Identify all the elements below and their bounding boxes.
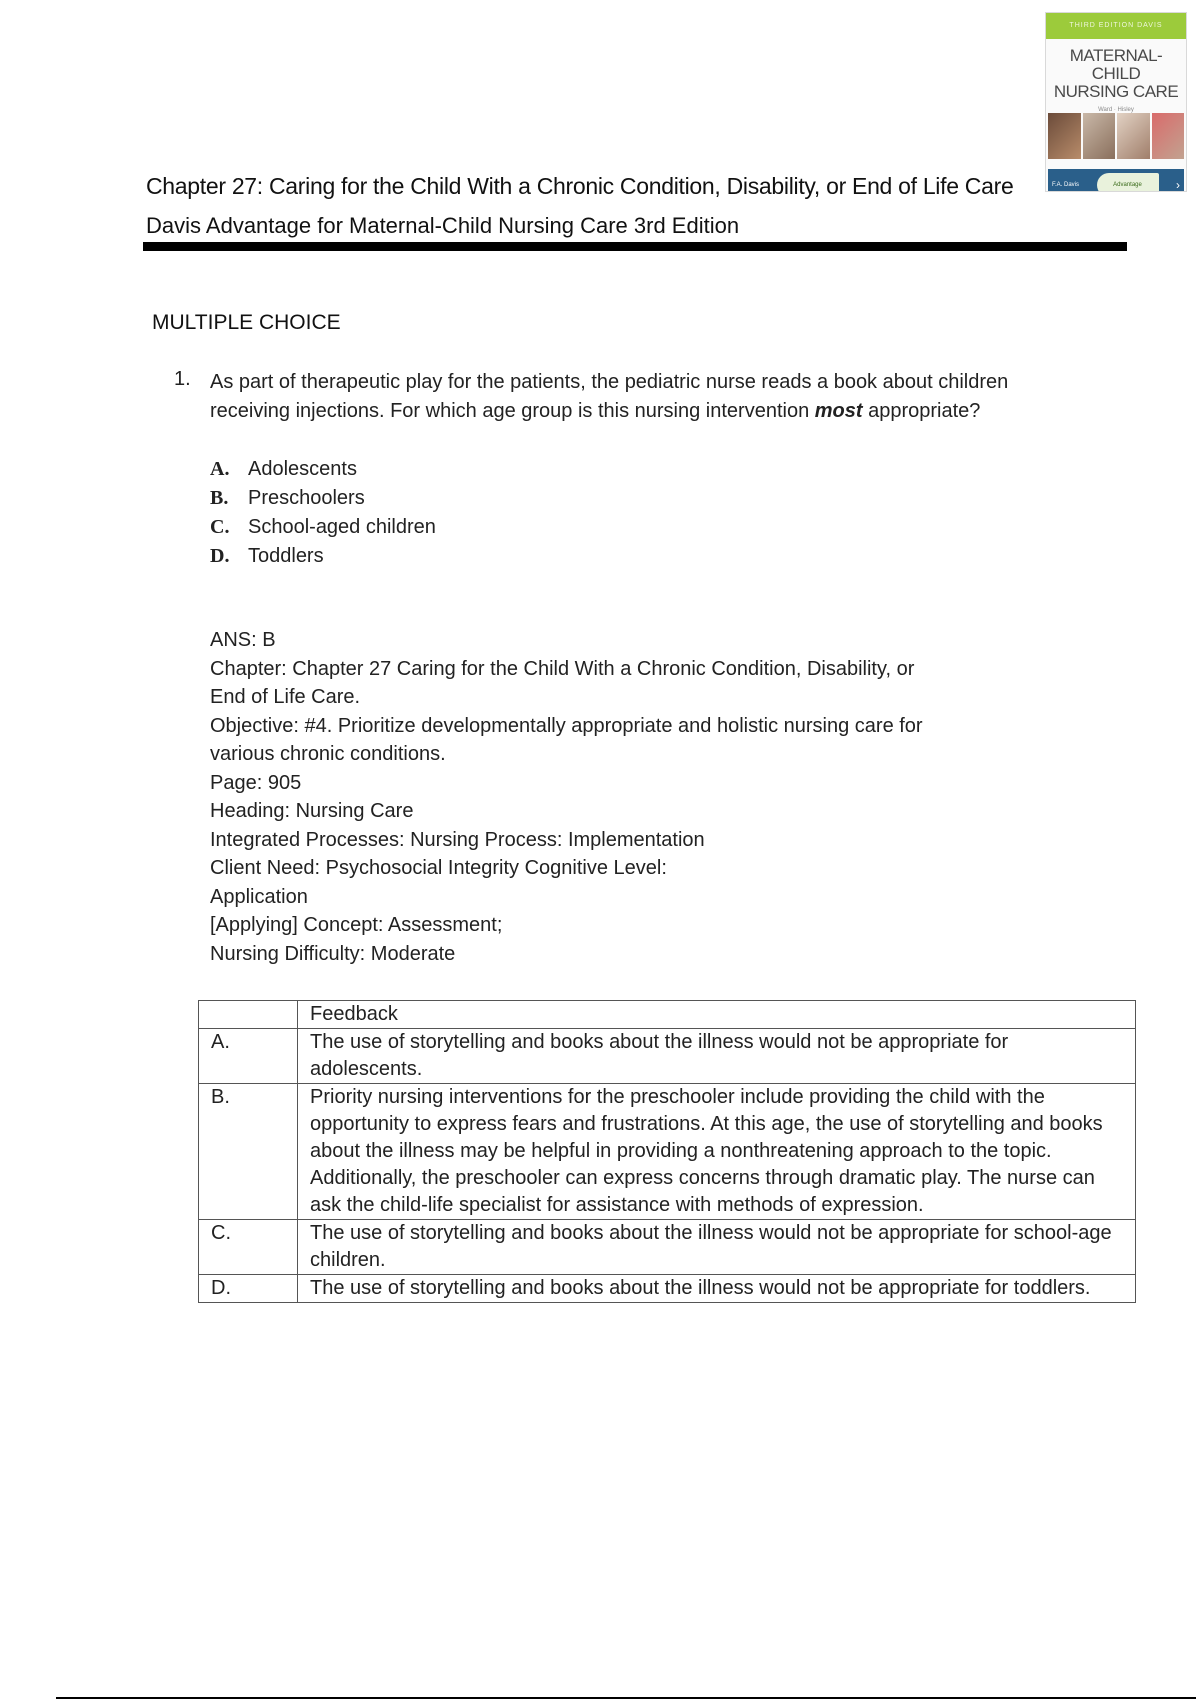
row-letter: D. [199, 1275, 298, 1303]
row-letter: C. [199, 1220, 298, 1275]
meta-chapter: Chapter: Chapter 27 Caring for the Child With a Chronic Condition, Disability, or [210, 657, 915, 680]
meta-heading: Heading: Nursing Care [210, 800, 414, 822]
table-row [199, 1084, 1136, 1220]
cover-title [1046, 47, 1186, 101]
cover-footer-bar [1048, 169, 1184, 192]
cover-photo [1083, 113, 1116, 159]
cover-title-line2: NURSING CARE [1053, 82, 1179, 101]
book-title: Davis Advantage for Maternal-Child Nursing Care 3rd Edition [146, 213, 740, 238]
question-stem-emphasis: most [814, 400, 863, 422]
question-stem [210, 368, 1090, 426]
cover-photo-strip [1048, 113, 1184, 159]
option-text: Preschoolers [248, 487, 365, 509]
table-header-row [199, 1001, 1136, 1029]
cover-photo [1152, 113, 1185, 159]
footer-divider [56, 1697, 1196, 1699]
cover-photo [1117, 113, 1150, 159]
option-letter: C. [210, 516, 230, 538]
table-row [199, 1029, 1136, 1084]
question-stem-text-end: appropriate? [862, 400, 981, 422]
option-text: Adolescents [248, 458, 357, 480]
option-letter: B. [210, 487, 229, 509]
meta-integrated-processes: Integrated Processes: Nursing Process: Implementation [210, 828, 705, 851]
header-cell-feedback: Feedback [298, 1001, 1136, 1029]
answer-options [210, 455, 436, 571]
row-feedback: The use of storytelling and books about the illness would not be appropriate for school-age children. [298, 1220, 1136, 1275]
question-stem-text: As part of therapeutic play for the patients, the pediatric nurse reads a book about children receiving injections. For which age group is this nursing intervention [210, 371, 1009, 422]
cover-title-line1: MATERNAL-CHILD [1069, 46, 1163, 83]
meta-difficulty: Nursing Difficulty: Moderate [210, 942, 456, 965]
option-letter: A. [210, 458, 230, 480]
meta-chapter-cont: End of Life Care. [210, 686, 361, 708]
table-row [199, 1275, 1136, 1303]
cover-publisher: F.A. Davis [1052, 182, 1080, 188]
question-number: 1. [174, 368, 191, 390]
chapter-title: Chapter 27: Caring for the Child With a Chronic Condition, Disability, or End of Life Care [146, 173, 1014, 199]
header-cell-letter [199, 1001, 298, 1029]
row-feedback: Priority nursing interventions for the preschooler include providing the child with the opportunity to express fears and frustrations. At this age, the use of storytelling and books about the illness may be helpful in providing a nonthreatening approach to the topic. Additionally, the preschooler can express concerns through dramatic play. The nurse can ask the child-life specialist for assistance with methods of expression. [298, 1084, 1136, 1220]
answer-option-d [210, 542, 436, 571]
row-letter: A. [199, 1029, 298, 1084]
option-text: School-aged children [248, 516, 436, 538]
meta-concept: [Applying] Concept: Assessment; [210, 914, 503, 936]
meta-client-need: Client Need: Psychosocial Integrity Cognitive Level: [210, 857, 667, 879]
cover-band: THIRD EDITION DAVIS [1046, 13, 1186, 39]
meta-objective-cont: various chronic conditions. [210, 743, 446, 765]
answer-key: ANS: B [210, 629, 276, 651]
feedback-table [198, 1000, 1136, 1303]
row-feedback: The use of storytelling and books about the illness would not be appropriate for toddlers. [298, 1275, 1136, 1303]
option-text: Toddlers [248, 545, 324, 567]
answer-option-a [210, 455, 436, 484]
table-row [199, 1220, 1136, 1275]
book-cover-thumbnail [1045, 12, 1187, 192]
cover-author: Ward · Hisley [1098, 107, 1134, 113]
meta-application: Application [210, 885, 308, 908]
title-divider [143, 242, 1127, 251]
row-letter: B. [199, 1084, 298, 1220]
answer-option-c [210, 513, 436, 542]
answer-option-b [210, 484, 436, 513]
option-letter: D. [210, 545, 230, 567]
row-feedback: The use of storytelling and books about the illness would not be appropriate for adolescents. [298, 1029, 1136, 1084]
meta-page: Page: 905 [210, 771, 302, 794]
chevron-right-icon: › [1175, 178, 1180, 192]
cover-advantage-badge: Advantage [1097, 173, 1159, 192]
cover-photo [1048, 113, 1081, 159]
meta-objective: Objective: #4. Prioritize developmentally appropriate and holistic nursing care for [210, 714, 923, 737]
answer-metadata [210, 626, 1110, 968]
section-heading: MULTIPLE CHOICE [152, 311, 341, 334]
